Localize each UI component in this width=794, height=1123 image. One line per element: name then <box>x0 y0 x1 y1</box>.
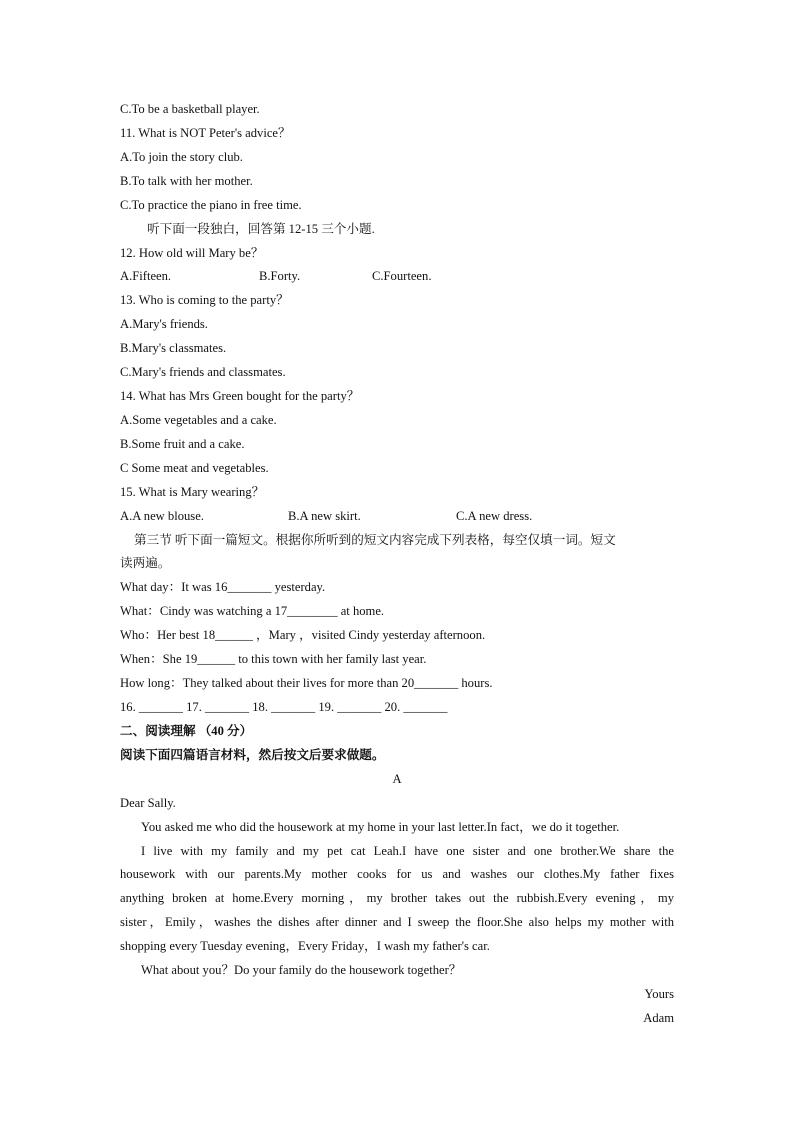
q15-question: 15. What is Mary wearing？ <box>120 485 265 499</box>
table-row-what: What：Cindy was watching a 17________ at home. <box>120 604 385 618</box>
letter-closing: Yours <box>644 987 674 1001</box>
q12-option-b: B.Forty. <box>259 269 301 283</box>
letter-paragraph-2-line-4: sister，Emily，washes the dishes after dinner and I sweep the floor.She also helps my mother with <box>120 915 674 929</box>
letter-greeting: Dear Sally. <box>120 796 176 810</box>
q12-option-a: A.Fifteen. <box>120 269 172 283</box>
q11-option-b: B.To talk with her mother. <box>120 174 253 188</box>
q11-option-a: A.To join the story club. <box>120 150 243 164</box>
q14-option-b: B.Some fruit and a cake. <box>120 437 245 451</box>
letter-signature: Adam <box>643 1011 674 1025</box>
q14-option-c: C Some meat and vegetables. <box>120 461 269 475</box>
section3-instruction: 第三节 听下面一篇短文。根据你所听到的短文内容完成下列表格，每空仅填一词。短文 <box>134 533 616 547</box>
part2-instruction: 阅读下面四篇语言材料，然后按文后要求做题。 <box>120 748 385 762</box>
monologue-instruction: 听下面一段独白，回答第 12-15 三个小题. <box>147 222 375 236</box>
table-row-how-long: How long：They talked about their lives for more than 20_______ hours. <box>120 676 493 690</box>
letter-paragraph-2-line-3: anything broken at home.Every morning，my brother takes out the rubbish.Every evening，my <box>120 891 674 905</box>
q10-option-c: C.To be a basketball player. <box>120 102 260 116</box>
q15-option-c: C.A new dress. <box>456 509 533 523</box>
passage-label: A <box>392 772 402 786</box>
q13-option-b: B.Mary's classmates. <box>120 341 227 355</box>
part2-heading: 二、阅读理解 （40 分） <box>120 724 253 738</box>
answer-blanks: 16. _______ 17. _______ 18. _______ 19. _______ 20. _______ <box>120 700 448 714</box>
letter-paragraph-3: What about you？Do your family do the housework together？ <box>141 963 462 977</box>
table-row-what-day: What day：It was 16_______ yesterday. <box>120 580 326 594</box>
section3-instruction-cont: 读两遍。 <box>120 556 171 570</box>
q14-option-a: A.Some vegetables and a cake. <box>120 413 277 427</box>
q12-question: 12. How old will Mary be？ <box>120 246 264 260</box>
q13-option-c: C.Mary's friends and classmates. <box>120 365 286 379</box>
q15-option-a: A.A new blouse. <box>120 509 204 523</box>
letter-paragraph-2-line-5: shopping every Tuesday evening，Every Friday，I wash my father's car. <box>120 939 490 953</box>
q15-option-b: B.A new skirt. <box>288 509 361 523</box>
q13-option-a: A.Mary's friends. <box>120 317 208 331</box>
letter-paragraph-2-line-2: housework with our parents.My mother cooks for us and washes our clothes.My father fixes <box>120 867 674 881</box>
table-row-who: Who：Her best 18______ ，Mary ，visited Cindy yesterday afternoon. <box>120 628 486 642</box>
q11-question: 11. What is NOT Peter's advice？ <box>120 126 291 140</box>
q13-question: 13. Who is coming to the party？ <box>120 293 289 307</box>
q14-question: 14. What has Mrs Green bought for the party？ <box>120 389 360 403</box>
q11-option-c: C.To practice the piano in free time. <box>120 198 302 212</box>
letter-paragraph-2-line-1: I live with my family and my pet cat Leah.I have one sister and one brother.We share the <box>141 844 674 858</box>
q12-option-c: C.Fourteen. <box>372 269 432 283</box>
letter-paragraph-1: You asked me who did the housework at my home in your last letter.In fact，we do it together. <box>141 820 620 834</box>
table-row-when: When：She 19______ to this town with her family last year. <box>120 652 427 666</box>
